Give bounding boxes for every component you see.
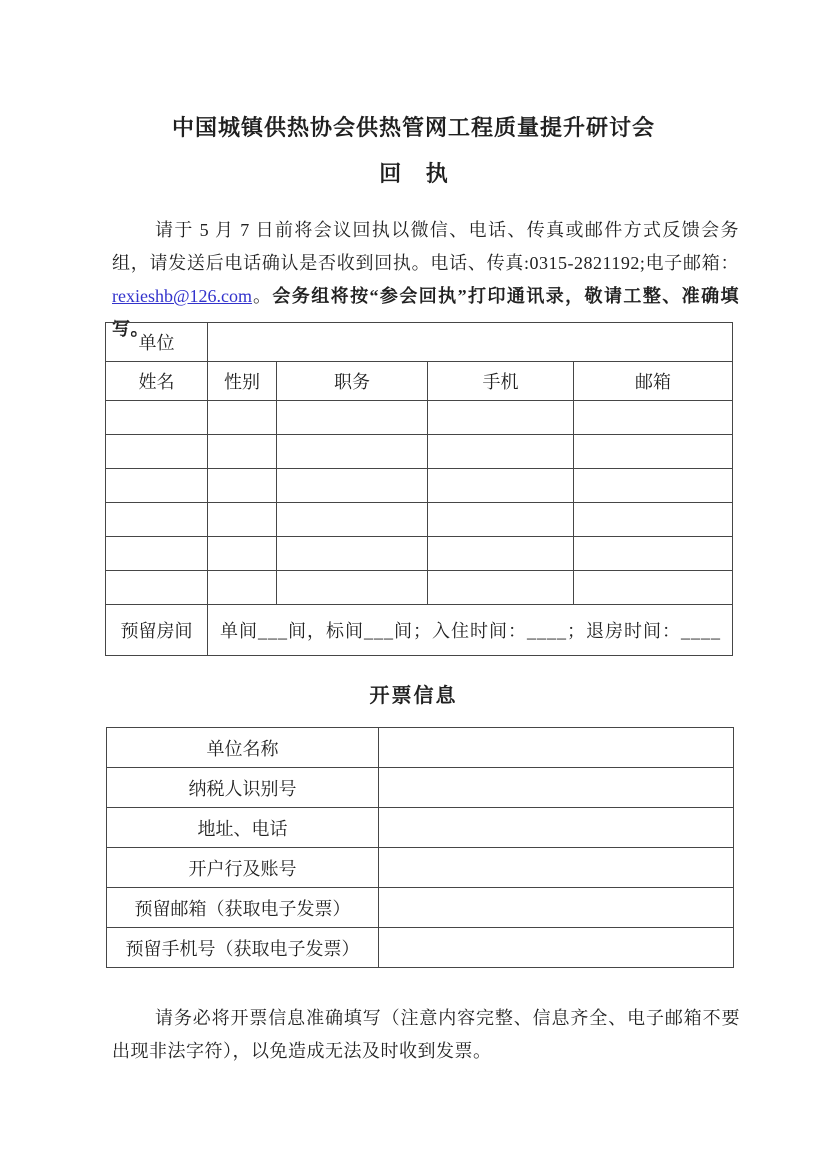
empty-cell bbox=[106, 503, 208, 537]
document-title: 中国城镇供热协会供热管网工程质量提升研讨会 bbox=[171, 115, 655, 140]
unit-label-cell: 单位 bbox=[106, 323, 208, 362]
email-link[interactable]: rexieshb@126.com bbox=[112, 286, 253, 306]
empty-cell bbox=[428, 503, 574, 537]
invoice-note-paragraph: 请务必将开票信息准确填写（注意内容完整、信息齐全、电子邮箱不要出现非法字符），以免造成无法及时收到发票。 bbox=[112, 1008, 740, 1061]
reply-table bbox=[105, 322, 733, 656]
invoice-label-address-phone: 地址、电话 bbox=[107, 808, 379, 848]
attendee-row bbox=[106, 469, 733, 503]
empty-cell bbox=[428, 469, 574, 503]
empty-cell bbox=[106, 435, 208, 469]
invoice-label-bank-account: 开户行及账号 bbox=[107, 848, 379, 888]
invoice-value-bank-account bbox=[379, 848, 734, 888]
empty-cell bbox=[208, 503, 277, 537]
header-name: 姓名 bbox=[106, 362, 208, 401]
header-email: 邮箱 bbox=[574, 362, 733, 401]
empty-cell bbox=[106, 571, 208, 605]
empty-cell bbox=[277, 503, 428, 537]
invoice-value-taxpayer-id bbox=[379, 768, 734, 808]
empty-cell bbox=[574, 401, 733, 435]
room-value-cell: 单间___间，标间___间；入住时间：____；退房时间：____ bbox=[208, 605, 733, 656]
empty-cell bbox=[208, 537, 277, 571]
invoice-label-taxpayer-id: 纳税人识别号 bbox=[107, 768, 379, 808]
room-label-cell: 预留房间 bbox=[106, 605, 208, 656]
document-subtitle: 回 执 bbox=[379, 161, 448, 186]
empty-cell bbox=[208, 435, 277, 469]
empty-cell bbox=[574, 435, 733, 469]
invoice-row bbox=[107, 728, 734, 768]
empty-cell bbox=[277, 401, 428, 435]
invoice-table bbox=[106, 727, 734, 968]
intro-bold-text: 会务组将按“参会回执”打印通讯录，敬请工整、准确填写。 bbox=[112, 286, 739, 339]
invoice-row bbox=[107, 808, 734, 848]
empty-cell bbox=[208, 571, 277, 605]
empty-cell bbox=[574, 503, 733, 537]
attendee-row bbox=[106, 571, 733, 605]
empty-cell bbox=[106, 537, 208, 571]
intro-text-before-link: 请于 5 月 7 日前将会议回执以微信、电话、传真或邮件方式反馈会务组，请发送后电话确认是否收到回执。电话、传真:0315-2821192;电子邮箱： bbox=[112, 220, 739, 273]
invoice-row bbox=[107, 888, 734, 928]
invoice-label-reserved-mobile: 预留手机号（获取电子发票） bbox=[107, 928, 379, 968]
attendee-header-row bbox=[106, 362, 733, 401]
invoice-value-address-phone bbox=[379, 808, 734, 848]
attendee-row bbox=[106, 537, 733, 571]
empty-cell bbox=[428, 401, 574, 435]
empty-cell bbox=[106, 401, 208, 435]
header-gender: 性别 bbox=[208, 362, 277, 401]
empty-cell bbox=[106, 469, 208, 503]
invoice-value-reserved-email bbox=[379, 888, 734, 928]
attendee-row bbox=[106, 401, 733, 435]
empty-cell bbox=[574, 571, 733, 605]
empty-cell bbox=[277, 571, 428, 605]
invoice-value-company-name bbox=[379, 728, 734, 768]
empty-cell bbox=[277, 435, 428, 469]
invoice-value-reserved-mobile bbox=[379, 928, 734, 968]
empty-cell bbox=[277, 469, 428, 503]
invoice-row bbox=[107, 768, 734, 808]
attendee-row bbox=[106, 503, 733, 537]
unit-row bbox=[106, 323, 733, 362]
invoice-row bbox=[107, 928, 734, 968]
empty-cell bbox=[428, 537, 574, 571]
header-mobile: 手机 bbox=[428, 362, 574, 401]
invoice-row bbox=[107, 848, 734, 888]
invoice-section-heading: 开票信息 bbox=[369, 685, 458, 707]
empty-cell bbox=[277, 537, 428, 571]
empty-cell bbox=[208, 469, 277, 503]
unit-value-cell bbox=[208, 323, 733, 362]
intro-text-after-link: 。 bbox=[252, 286, 273, 306]
empty-cell bbox=[208, 401, 277, 435]
empty-cell bbox=[428, 571, 574, 605]
empty-cell bbox=[574, 469, 733, 503]
attendee-row bbox=[106, 435, 733, 469]
invoice-label-company-name: 单位名称 bbox=[107, 728, 379, 768]
room-reservation-row bbox=[106, 605, 733, 656]
header-position: 职务 bbox=[277, 362, 428, 401]
empty-cell bbox=[428, 435, 574, 469]
invoice-label-reserved-email: 预留邮箱（获取电子发票） bbox=[107, 888, 379, 928]
empty-cell bbox=[574, 537, 733, 571]
